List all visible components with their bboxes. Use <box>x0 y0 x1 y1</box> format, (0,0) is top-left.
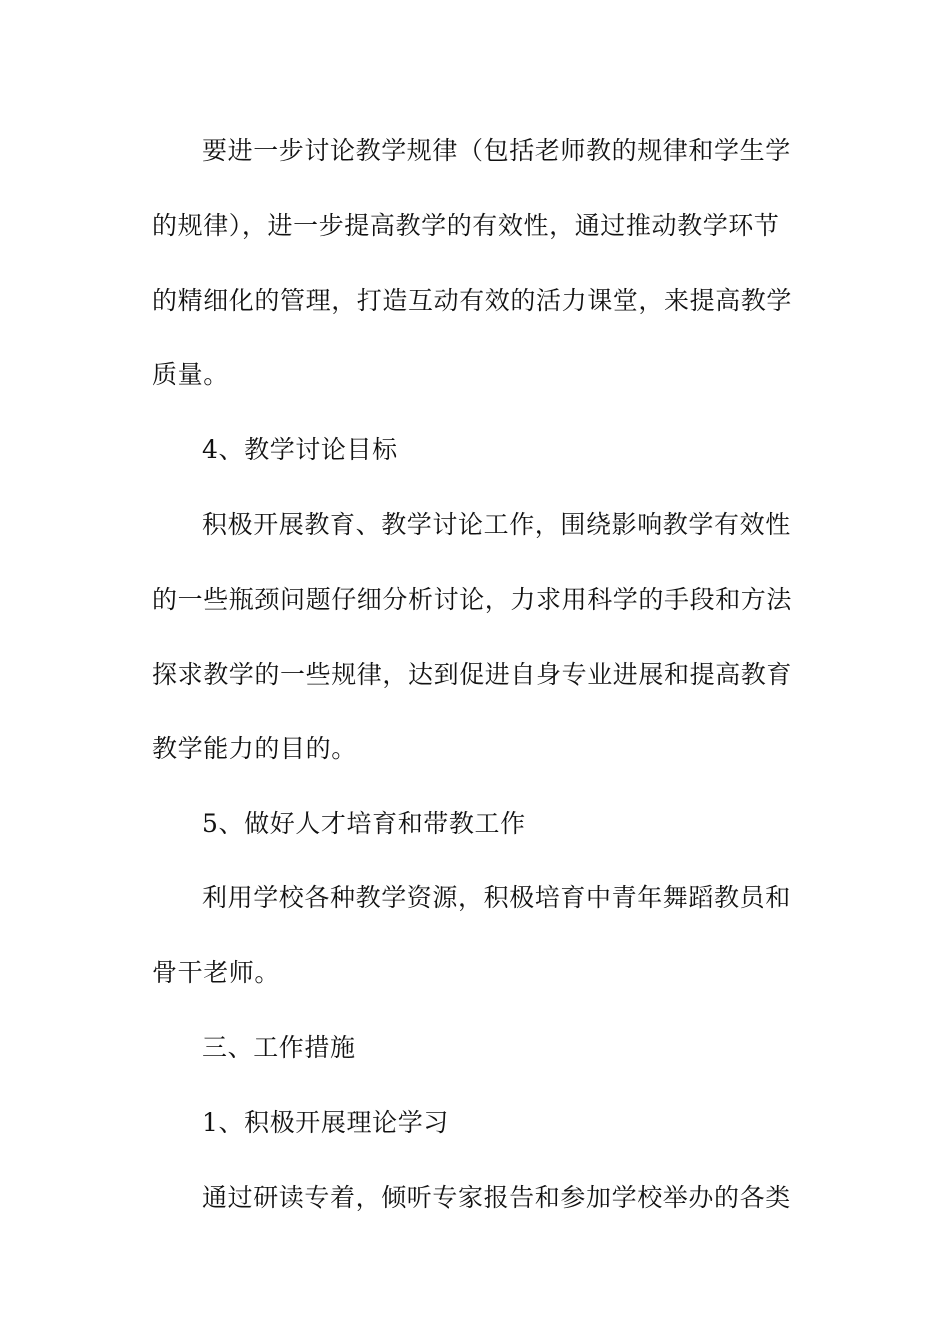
paragraph-line: 质量。 <box>152 360 229 389</box>
section-heading: 1、积极开展理论学习 <box>202 1108 449 1137</box>
paragraph-line: 的一些瓶颈问题仔细分析讨论，力求用科学的手段和方法 <box>152 585 793 614</box>
paragraph-line: 的规律），进一步提高教学的有效性，通过推动教学环节 <box>152 211 780 240</box>
paragraph-line: 通过研读专着，倾听专家报告和参加学校举办的各类 <box>202 1183 791 1212</box>
paragraph-line: 的精细化的管理，打造互动有效的活力课堂，来提高教学 <box>152 286 793 315</box>
section-heading: 5、做好人才培育和带教工作 <box>202 809 526 838</box>
paragraph-line: 利用学校各种教学资源，积极培育中青年舞蹈教员和 <box>202 883 791 912</box>
paragraph-line: 探求教学的一些规律，达到促进自身专业进展和提高教育 <box>152 660 793 689</box>
paragraph-line: 要进一步讨论教学规律（包括老师教的规律和学生学 <box>202 136 791 165</box>
section-heading: 三、工作措施 <box>202 1033 356 1062</box>
paragraph-line: 骨干老师。 <box>152 958 281 987</box>
paragraph-line: 积极开展教育、教学讨论工作，围绕影响教学有效性 <box>202 510 791 539</box>
section-heading: 4、教学讨论目标 <box>202 435 398 464</box>
paragraph-line: 教学能力的目的。 <box>152 734 357 763</box>
